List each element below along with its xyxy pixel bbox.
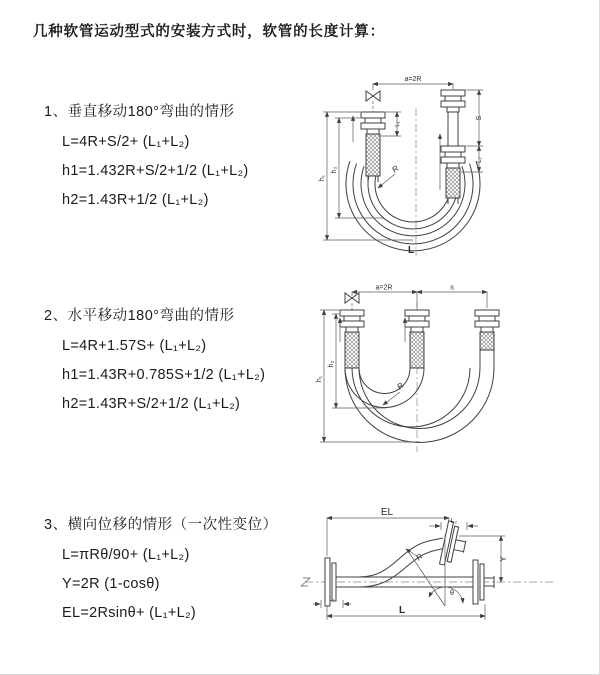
page-title: 几种软管运动型式的安装方式时，软管的长度计算： bbox=[33, 24, 385, 40]
dim-label-l: L bbox=[407, 245, 415, 256]
section-3-heading: 3、横向位移的情形（一次性变位） bbox=[44, 517, 278, 533]
dim-label-s: s bbox=[450, 284, 454, 292]
dim-label-r: R bbox=[414, 551, 425, 563]
dim-label-l1: L₁ bbox=[329, 597, 335, 603]
formula-h1: h1=1.432R+S/2+1/2 (L₁+L₂) bbox=[62, 163, 249, 179]
section-horizontal-movement bbox=[44, 306, 265, 422]
diagram-horizontal-180-bend bbox=[310, 284, 525, 459]
dim-label-s: S bbox=[476, 115, 483, 121]
diagram-lateral-displacement bbox=[297, 502, 562, 647]
dim-label-el: EL bbox=[380, 507, 394, 518]
section-1-heading: 1、垂直移动180°弯曲的情形 bbox=[44, 104, 235, 120]
dim-label-h2: h₂ bbox=[331, 166, 338, 174]
section-vertical-movement bbox=[44, 102, 249, 218]
diagram-vertical-180-bend bbox=[313, 70, 518, 260]
dim-label-l1: L₁ bbox=[395, 121, 401, 127]
formula-y: Y=2R (1-cosθ) bbox=[62, 576, 160, 592]
dim-label-r: R bbox=[390, 163, 401, 175]
section-2-heading: 2、水平移动180°弯曲的情形 bbox=[44, 308, 235, 324]
formula-length: L=πRθ/90+ (L₁+L₂) bbox=[62, 547, 190, 563]
dim-label-a2r: a=2R bbox=[375, 284, 393, 292]
section-lateral-displacement bbox=[44, 515, 278, 631]
left-pipe-assembly bbox=[361, 91, 385, 182]
dim-label-l2: L₂ bbox=[477, 157, 483, 163]
formula-length: L=4R+S/2+ (L₁+L₂) bbox=[62, 134, 190, 150]
hose-u-arcs bbox=[345, 368, 494, 442]
dim-label-h2: h₂ bbox=[328, 360, 335, 368]
angle-label-theta: θ bbox=[450, 590, 454, 597]
dim-label-h1: h₁ bbox=[319, 174, 326, 182]
valve-icon bbox=[366, 91, 380, 101]
right-pipe-assembly bbox=[441, 90, 465, 204]
right-pipe-assembly bbox=[475, 310, 499, 368]
dim-label-y: Y bbox=[499, 556, 508, 562]
formula-h2: h2=1.43R+1/2 (L₁+L₂) bbox=[62, 192, 209, 208]
formula-h2: h2=1.43R+S/2+1/2 (L₁+L₂) bbox=[62, 396, 241, 412]
formula-h1: h1=1.43R+0.785S+1/2 (L₁+L₂) bbox=[62, 367, 266, 383]
left-pipe-assembly bbox=[340, 293, 364, 368]
dim-label-l2: L₂ bbox=[450, 518, 458, 525]
formula-length: L=4R+1.57S+ (L₁+L₂) bbox=[62, 338, 207, 354]
dim-label-h1: h₁ bbox=[316, 375, 323, 383]
dim-label-a2r: a=2R bbox=[404, 76, 422, 83]
dimensions bbox=[316, 285, 487, 443]
straight-position-pipe bbox=[359, 560, 494, 604]
dim-label-l: L bbox=[398, 605, 406, 616]
formula-el: EL=2Rsinθ+ (L₁+L₂) bbox=[62, 605, 197, 621]
dim-label-r: R bbox=[395, 380, 406, 392]
middle-pipe-assembly bbox=[405, 310, 429, 368]
